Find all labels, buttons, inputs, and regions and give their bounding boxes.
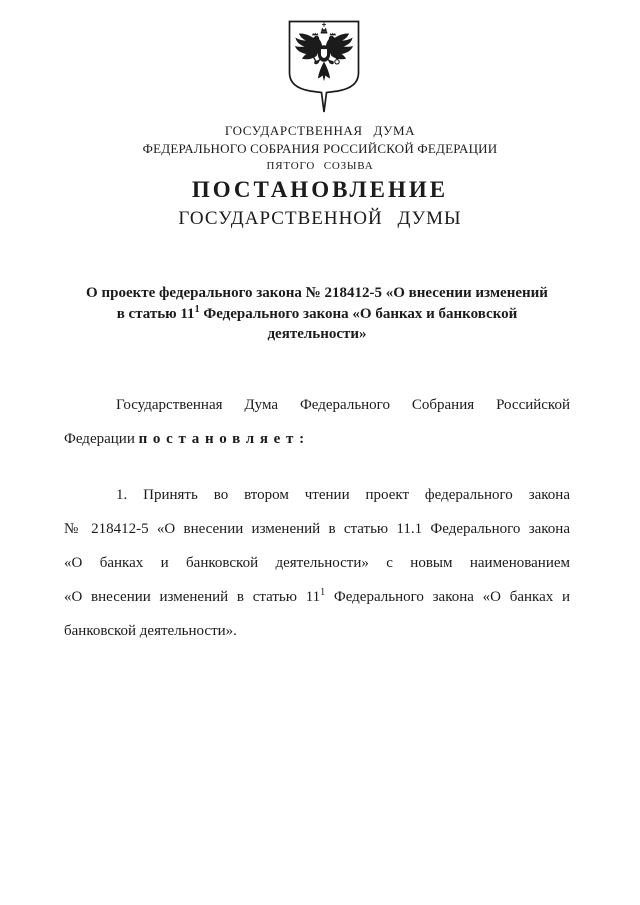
- header-org-line2: ФЕДЕРАЛЬНОГО СОБРАНИЯ РОССИЙСКОЙ ФЕДЕРАЦИИ: [142, 141, 498, 156]
- document-header: [0, 123, 640, 172]
- paragraph-item-1: [64, 478, 570, 648]
- subject-superscript-index: 1: [194, 303, 200, 315]
- item1-superscript-index: 1: [320, 587, 326, 598]
- header-convocation: ПЯТОГО СОЗЫВА: [266, 160, 374, 172]
- item1-line-4-text-after: Федерального закона «О банках и: [325, 589, 570, 605]
- eagle-figure: [295, 23, 353, 82]
- preamble-line-1: Государственная Дума Федерального Собрания Российской: [116, 397, 570, 413]
- item1-line-3: «О банках и банковской деятельности» с новым наименованием: [64, 555, 570, 571]
- item1-line-1: 1. Принять во втором чтении проект федерального закона: [116, 487, 570, 503]
- subject-line-2-text-after: Федерального закона «О банках и банковской: [199, 305, 518, 322]
- resolution-subject: [64, 283, 570, 345]
- subject-line-2-text: в статью 11: [116, 305, 195, 322]
- paragraph-preamble: [64, 388, 570, 456]
- header-org-line1: ГОСУДАРСТВЕННАЯ ДУМА: [224, 123, 416, 138]
- item1-line-2: № 218412-5 «О внесении изменений в статью 11.1 Федерального закона: [64, 521, 570, 537]
- subject-line-2: [64, 304, 570, 325]
- double-headed-eagle-icon: [286, 18, 362, 116]
- subject-line-1: О проекте федерального закона № 218412-5 «О внесении изменений: [86, 285, 548, 301]
- item1-line-4-text: «О внесении изменений в статью 11: [64, 589, 321, 605]
- preamble-line-2: [64, 422, 570, 456]
- coat-of-arms: [286, 18, 362, 116]
- document-issuer-title: ГОСУДАРСТВЕННОЙ ДУМЫ: [178, 208, 462, 229]
- resolves-keyword: постановляет:: [138, 431, 310, 447]
- document-title-block: [0, 177, 640, 230]
- subject-line-3: деятельности»: [267, 326, 367, 342]
- item1-line-5: банковской деятельности».: [64, 623, 237, 639]
- preamble-line-2-text: Федерации: [64, 431, 139, 447]
- item1-line-4: [64, 580, 570, 614]
- document-type-title: ПОСТАНОВЛЕНИЕ: [191, 177, 449, 202]
